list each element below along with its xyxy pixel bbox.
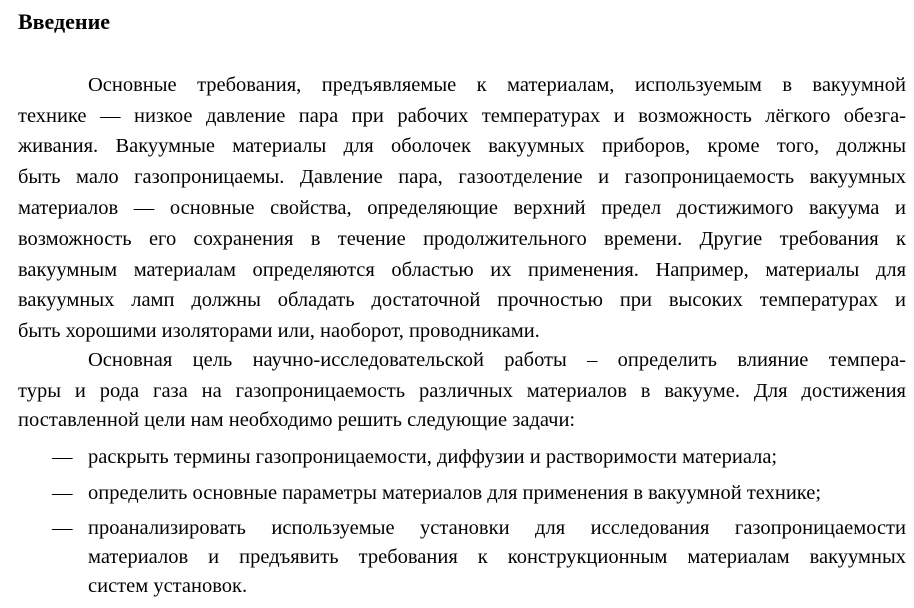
paragraph-1-line: Основные требования, предъявляемые к материалам, используемым в вакуумной (88, 74, 906, 96)
section-heading: Введение (18, 9, 111, 34)
paragraph-1-line: вакуумных ламп должны обладать достаточной прочностью при высоких температурах и (18, 289, 906, 311)
paragraph-2-line: поставленной цели нам необходимо решить следующие задачи: (18, 409, 576, 431)
list-item-text: проанализировать используемые установки для исследования газопроницаемости (88, 517, 906, 539)
list-item-dash: — (52, 517, 73, 539)
list-item-text: раскрыть термины газопроницаемости, диффузии и растворимости материала; (88, 446, 778, 468)
paragraph-1-line: технике — низкое давление пара при рабочих температурах и возможность лёгкого обезга- (18, 105, 906, 127)
paragraph-1-line: быть хорошими изоляторами или, наоборот, проводниками. (18, 320, 540, 342)
paragraph-1-line: материалов — основные свойства, определяющие верхний предел достижимого вакуума и (18, 197, 906, 219)
list-item-dash: — (52, 446, 73, 468)
paragraph-2-line: Основная цель научно-исследовательской работы – определить влияние темпера- (88, 349, 906, 371)
paragraph-1-line: возможность его сохранения в течение продолжительного времени. Другие требования к (18, 228, 906, 250)
paragraph-1-line: вакуумным материалам определяются областью их применения. Например, материалы для (18, 259, 906, 281)
list-item-text: материалов и предъявить требования к конструкционным материалам вакуумных (88, 546, 906, 568)
paragraph-1-line: быть мало газопроницаемы. Давление пара, газоотделение и газопроницаемость вакуумных (18, 166, 906, 188)
list-item-text: систем установок. (88, 575, 248, 597)
list-item-text: определить основные параметры материалов для применения в вакуумной технике; (88, 482, 822, 504)
paragraph-2-line: туры и рода газа на газопроницаемость различных материалов в вакууме. Для достижения (18, 380, 906, 402)
paragraph-1-line: живания. Вакуумные материалы для оболочек вакуумных приборов, кроме того, должны (18, 135, 906, 157)
list-item-dash: — (52, 482, 73, 504)
